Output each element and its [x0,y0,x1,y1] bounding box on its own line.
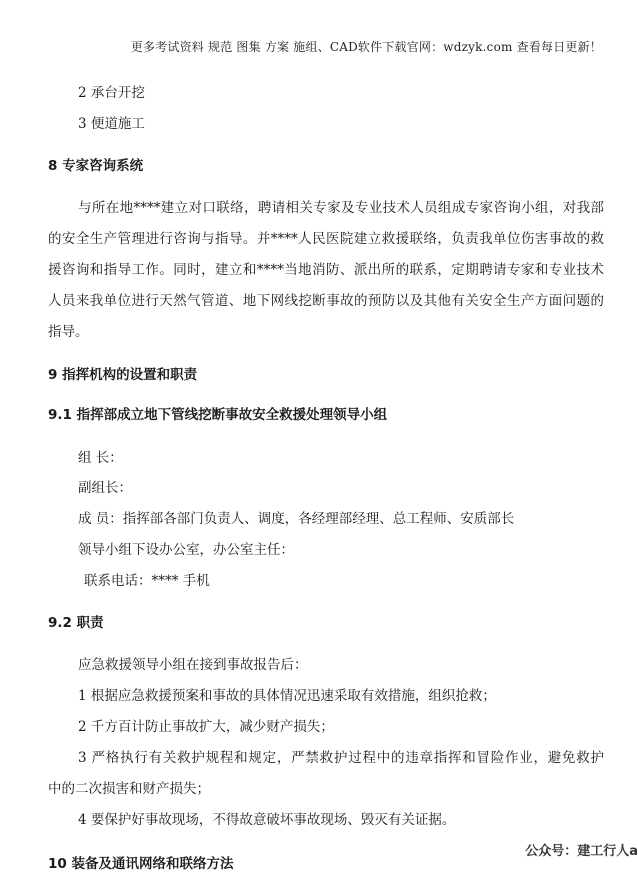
section-8-para-line-5: 指导。 [48,324,89,340]
duty-item-3-line-1: 3 严格执行有关救护规程和规定，严禁救护过程中的违章指挥和冒险作业，避免救护 [78,750,604,766]
header-note: 更多考试资料 规范 图集 方案 施组、CAD软件下载官网：wdzyk.com 查看每日更新！ [130,40,602,54]
section-9-1-title: 9.1 指挥部成立地下管线挖断事故安全救援处理领导小组 [48,407,388,423]
section-9-title: 9 指挥机构的设置和职责 [48,367,198,383]
section-9-2-title: 9.2 职责 [48,615,104,631]
vice-leader-line: 副组长： [78,480,132,496]
members-line: 成 员：指挥部各部门负责人、调度，各经理部经理、总工程师、安质部长 [78,511,515,527]
duty-intro: 应急救援领导小组在接到事故报告后： [78,657,308,673]
duty-item-4: 4 要保护好事故现场，不得故意破坏事故现场、毁灭有关证据。 [78,812,456,828]
section-10-title-partial: 10 装备及通讯网络和联络方法 [48,856,234,872]
duty-item-2: 2 千方百计防止事故扩大，减少财产损失； [78,719,334,735]
section-8-para-line-1: 与所在地****建立对口联络，聘请相关专家及专业技术人员组成专家咨询小组，对我部 [78,200,604,216]
list-item-2: 2 承台开挖 [78,85,145,101]
section-8-para-line-2: 的安全生产管理进行咨询与指导。并****人民医院建立救援联络，负责我单位伤害事故的救 [48,231,604,247]
list-item-3: 3 便道施工 [78,116,145,132]
duty-item-1: 1 根据应急救援预案和事故的具体情况迅速采取有效措施，组织抢救； [78,688,496,704]
duty-item-3-line-2: 中的二次损害和财产损失； [48,781,210,797]
leader-line: 组 长： [78,450,123,466]
section-8-title: 8 专家咨询系统 [48,158,144,174]
watermark-label: 公众号：建工行人a [525,844,638,859]
phone-line: 联系电话：**** 手机 [84,573,210,589]
office-line: 领导小组下设办公室，办公室主任： [78,542,294,558]
section-8-para-line-4: 人员来我单位进行天然气管道、地下网线挖断事故的预防以及其他有关安全生产方面问题的 [48,293,604,309]
section-8-para-line-3: 援咨询和指导工作。同时，建立和****当地消防、派出所的联系，定期聘请专家和专业技术 [48,262,604,278]
